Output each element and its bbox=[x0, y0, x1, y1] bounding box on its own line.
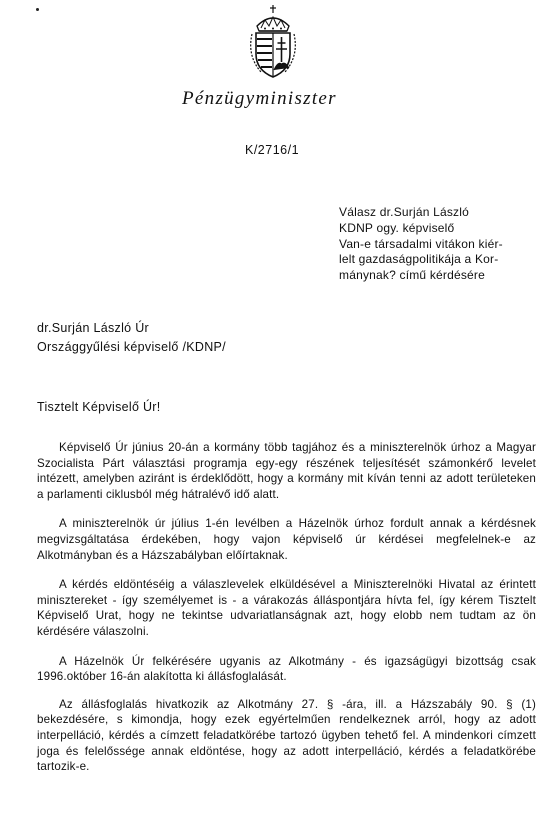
addressee-role: Országgyűlési képviselő /KDNP/ bbox=[37, 339, 226, 354]
body-paragraph: Az állásfoglalás hivatkozik az Alkotmány 27. § -ára, ill. a Házszabály 90. § (1) bekezdésére, s kimondja, hogy ezek egyértelműen rendelkeznek arról, hogy az adott interpelláció, kérdés a címzett feladatkörébe tartozó ügyben tehető fel. A mindenkori címzett joga és felelőssége annak eldöntése, hogy az adott interpelláció, kérdés a feladatkörébe tartozik-e. bbox=[37, 697, 536, 774]
subject-line: lelt gazdaságpolitikája a Kor- bbox=[339, 252, 499, 267]
body-paragraph: A Házelnök Úr felkérésére ugyanis az Alkotmány - és igazságügyi bizottság csak 1996.október 16-án alakította ki állásfoglalását. bbox=[37, 654, 536, 684]
subject-line: mánynak? című kérdésére bbox=[339, 268, 485, 283]
subject-line: Van-e társadalmi vitákon kiér- bbox=[339, 236, 503, 251]
reference-number: K/2716/1 bbox=[245, 143, 300, 157]
addressee-name: dr.Surján László Úr bbox=[37, 321, 149, 335]
letterhead-title: Pénzügyminiszter bbox=[182, 88, 337, 109]
body-paragraph: A miniszterelnök úr július 1-én levélben a Házelnök úrhoz fordult annak a kérdésnek megvizsgáltatása érdekében, hogy vajon képviselő úr kérdései megfelelnek-e az Alkotmányban és a Házszabályban előírtaknak. bbox=[37, 517, 536, 562]
letter-body bbox=[37, 440, 536, 789]
addressee-block bbox=[37, 319, 226, 356]
body-paragraph: Képviselő Úr június 20-án a kormány több tagjához és a miniszterelnök úrhoz a Magyar Szocialista Párt választási programja egy-egy részének teljesítését számonkérő levelet intézett, amelyben aziránt is érdeklődött, hogy a kormány mit kíván tenni az adott területeken a parlamenti ciklusból még hátralévő idő alatt. bbox=[37, 441, 536, 501]
body-paragraph: A kérdés eldöntéséig a válaszlevelek elküldésével a Miniszterelnöki Hivatal az érintett minisztereket - így személyemet is - a várakozás álláspontjára hívta fel, így kérem Tisztelt Képviselő Urat, hogy ne tekintse udvariatlanságnak azt, hogy elobb nem tudtam az ön kérdésére válaszolni. bbox=[37, 578, 536, 638]
salutation: Tisztelt Képviselő Úr! bbox=[37, 400, 161, 414]
subject-line: KDNP ogy. képviselő bbox=[339, 220, 455, 235]
subject-block bbox=[339, 205, 539, 284]
subject-line: Válasz dr.Surján László bbox=[339, 205, 470, 219]
scan-speck bbox=[36, 8, 39, 11]
coat-of-arms-icon bbox=[243, 4, 303, 80]
